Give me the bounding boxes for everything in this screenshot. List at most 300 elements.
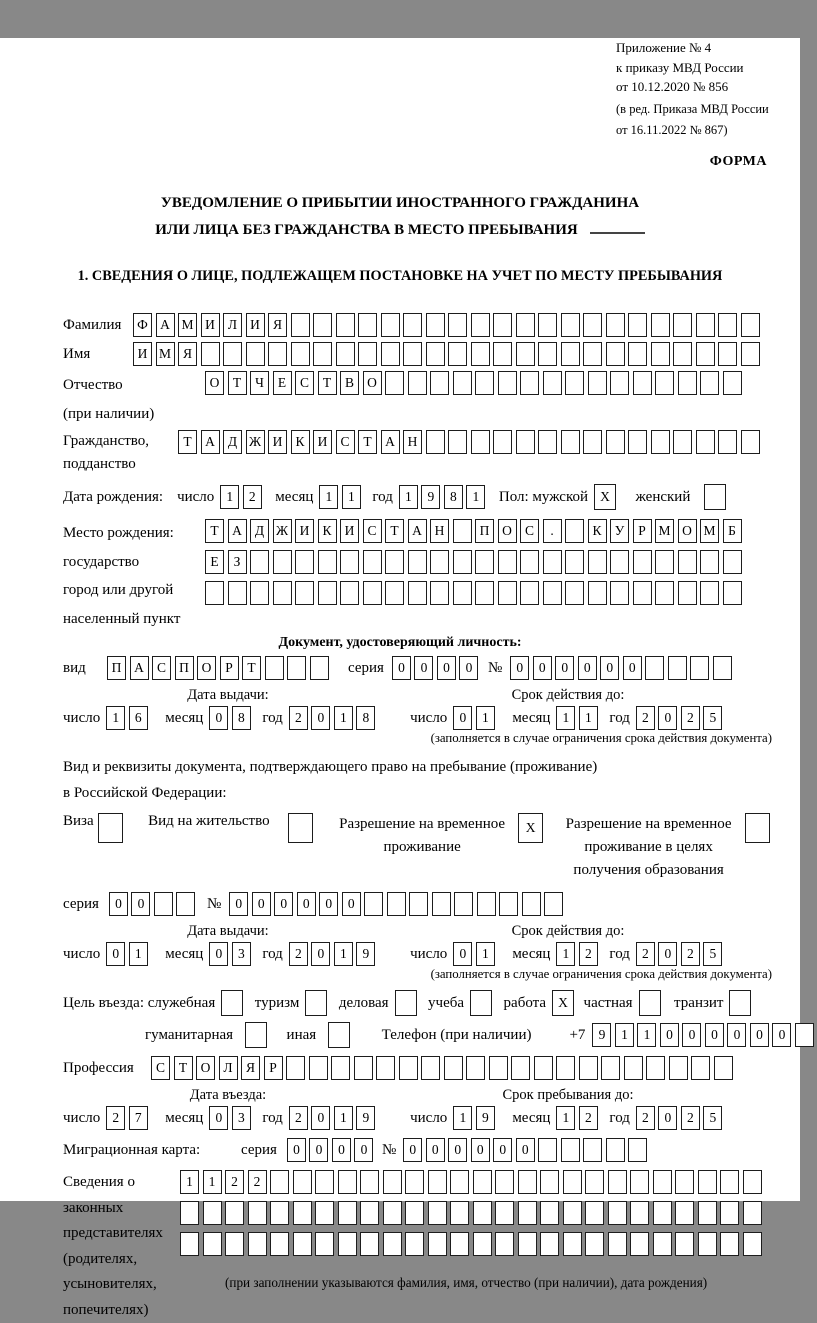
- char-cell[interactable]: 0: [311, 1106, 330, 1130]
- char-cell[interactable]: 1: [466, 485, 485, 509]
- char-cell[interactable]: [610, 581, 629, 605]
- char-cell[interactable]: [518, 1201, 537, 1225]
- char-cell[interactable]: [383, 1170, 402, 1194]
- char-cell[interactable]: [655, 581, 674, 605]
- char-cell[interactable]: [651, 342, 670, 366]
- char-cell[interactable]: А: [381, 430, 400, 454]
- char-cell[interactable]: [624, 1056, 643, 1080]
- char-cell[interactable]: [645, 656, 664, 680]
- char-cell[interactable]: Т: [385, 519, 404, 543]
- char-cell[interactable]: [360, 1232, 379, 1256]
- char-cell[interactable]: 6: [129, 706, 148, 730]
- char-cell[interactable]: [363, 550, 382, 574]
- char-cell[interactable]: Л: [219, 1056, 238, 1080]
- char-cell[interactable]: [720, 1232, 739, 1256]
- char-cell[interactable]: 0: [623, 656, 642, 680]
- char-cell[interactable]: [354, 1056, 373, 1080]
- char-cell[interactable]: [704, 484, 726, 510]
- char-cell[interactable]: [225, 1201, 244, 1225]
- char-cell[interactable]: [720, 1201, 739, 1225]
- char-cell[interactable]: [293, 1201, 312, 1225]
- char-cell[interactable]: 0: [658, 942, 677, 966]
- char-cell[interactable]: 1: [203, 1170, 222, 1194]
- char-cell[interactable]: [475, 581, 494, 605]
- char-cell[interactable]: [714, 1056, 733, 1080]
- char-cell[interactable]: И: [133, 342, 152, 366]
- char-cell[interactable]: [675, 1170, 694, 1194]
- char-cell[interactable]: [448, 342, 467, 366]
- char-cell[interactable]: [448, 313, 467, 337]
- char-cell[interactable]: [743, 1232, 762, 1256]
- char-cell[interactable]: [495, 1201, 514, 1225]
- char-cell[interactable]: [248, 1232, 267, 1256]
- char-cell[interactable]: [310, 656, 329, 680]
- char-cell[interactable]: [565, 581, 584, 605]
- char-cell[interactable]: 8: [356, 706, 375, 730]
- char-cell[interactable]: [563, 1170, 582, 1194]
- char-cell[interactable]: 2: [243, 485, 262, 509]
- char-cell[interactable]: [743, 1170, 762, 1194]
- char-cell[interactable]: [700, 550, 719, 574]
- char-cell[interactable]: [668, 656, 687, 680]
- char-cell[interactable]: 0: [209, 1106, 228, 1130]
- char-cell[interactable]: 1: [399, 485, 418, 509]
- char-cell[interactable]: [180, 1232, 199, 1256]
- char-cell[interactable]: 2: [636, 706, 655, 730]
- char-cell[interactable]: 2: [681, 706, 700, 730]
- char-cell[interactable]: [700, 581, 719, 605]
- char-cell[interactable]: 1: [579, 706, 598, 730]
- char-cell[interactable]: 0: [453, 706, 472, 730]
- char-cell[interactable]: О: [363, 371, 382, 395]
- char-cell[interactable]: [430, 581, 449, 605]
- char-cell[interactable]: [453, 371, 472, 395]
- char-cell[interactable]: М: [700, 519, 719, 543]
- char-cell[interactable]: [633, 581, 652, 605]
- char-cell[interactable]: 1: [180, 1170, 199, 1194]
- char-cell[interactable]: [313, 313, 332, 337]
- char-cell[interactable]: 0: [252, 892, 271, 916]
- char-cell[interactable]: [287, 656, 306, 680]
- char-cell[interactable]: [376, 1056, 395, 1080]
- char-cell[interactable]: 0: [578, 656, 597, 680]
- char-cell[interactable]: [741, 342, 760, 366]
- char-cell[interactable]: [248, 1201, 267, 1225]
- char-cell[interactable]: [338, 1201, 357, 1225]
- char-cell[interactable]: И: [246, 313, 265, 337]
- char-cell[interactable]: [565, 519, 584, 543]
- char-cell[interactable]: 1: [615, 1023, 634, 1047]
- char-cell[interactable]: 2: [248, 1170, 267, 1194]
- char-cell[interactable]: Т: [205, 519, 224, 543]
- char-cell[interactable]: 0: [682, 1023, 701, 1047]
- char-cell[interactable]: [633, 550, 652, 574]
- char-cell[interactable]: [448, 430, 467, 454]
- char-cell[interactable]: 2: [289, 942, 308, 966]
- char-cell[interactable]: [511, 1056, 530, 1080]
- char-cell[interactable]: 0: [705, 1023, 724, 1047]
- char-cell[interactable]: К: [318, 519, 337, 543]
- char-cell[interactable]: [713, 656, 732, 680]
- char-cell[interactable]: [315, 1170, 334, 1194]
- char-cell[interactable]: 0: [471, 1138, 490, 1162]
- char-cell[interactable]: [405, 1232, 424, 1256]
- char-cell[interactable]: [543, 581, 562, 605]
- char-cell[interactable]: [543, 371, 562, 395]
- char-cell[interactable]: 0: [229, 892, 248, 916]
- char-cell[interactable]: [538, 313, 557, 337]
- char-cell[interactable]: [475, 371, 494, 395]
- char-cell[interactable]: [295, 581, 314, 605]
- char-cell[interactable]: 0: [750, 1023, 769, 1047]
- char-cell[interactable]: 0: [437, 656, 456, 680]
- char-cell[interactable]: [444, 1056, 463, 1080]
- char-cell[interactable]: 9: [592, 1023, 611, 1047]
- char-cell[interactable]: [606, 342, 625, 366]
- char-cell[interactable]: [270, 1170, 289, 1194]
- char-cell[interactable]: [426, 313, 445, 337]
- char-cell[interactable]: [273, 581, 292, 605]
- char-cell[interactable]: [565, 371, 584, 395]
- char-cell[interactable]: 5: [703, 1106, 722, 1130]
- char-cell[interactable]: Ж: [273, 519, 292, 543]
- char-cell[interactable]: [473, 1201, 492, 1225]
- char-cell[interactable]: [518, 1232, 537, 1256]
- char-cell[interactable]: Р: [220, 656, 239, 680]
- char-cell[interactable]: [655, 550, 674, 574]
- char-cell[interactable]: [544, 892, 563, 916]
- char-cell[interactable]: [608, 1201, 627, 1225]
- char-cell[interactable]: [228, 581, 247, 605]
- char-cell[interactable]: Д: [250, 519, 269, 543]
- char-cell[interactable]: [588, 581, 607, 605]
- char-cell[interactable]: [498, 550, 517, 574]
- char-cell[interactable]: [520, 371, 539, 395]
- char-cell[interactable]: [698, 1170, 717, 1194]
- char-cell[interactable]: [628, 313, 647, 337]
- char-cell[interactable]: [338, 1170, 357, 1194]
- char-cell[interactable]: 1: [334, 706, 353, 730]
- char-cell[interactable]: 0: [209, 942, 228, 966]
- char-cell[interactable]: М: [156, 342, 175, 366]
- char-cell[interactable]: [588, 371, 607, 395]
- char-cell[interactable]: [205, 581, 224, 605]
- char-cell[interactable]: [450, 1201, 469, 1225]
- char-cell[interactable]: [426, 342, 445, 366]
- char-cell[interactable]: 2: [681, 942, 700, 966]
- char-cell[interactable]: 0: [448, 1138, 467, 1162]
- char-cell[interactable]: [426, 430, 445, 454]
- char-cell[interactable]: О: [678, 519, 697, 543]
- char-cell[interactable]: 0: [209, 706, 228, 730]
- char-cell[interactable]: [364, 892, 383, 916]
- char-cell[interactable]: [588, 550, 607, 574]
- char-cell[interactable]: [340, 581, 359, 605]
- char-cell[interactable]: [606, 313, 625, 337]
- char-cell[interactable]: 0: [453, 942, 472, 966]
- char-cell[interactable]: Н: [403, 430, 422, 454]
- char-cell[interactable]: 0: [414, 656, 433, 680]
- char-cell[interactable]: 0: [297, 892, 316, 916]
- char-cell[interactable]: [245, 1022, 267, 1048]
- char-cell[interactable]: 0: [109, 892, 128, 916]
- char-cell[interactable]: [608, 1170, 627, 1194]
- char-cell[interactable]: 1: [476, 706, 495, 730]
- char-cell[interactable]: [610, 371, 629, 395]
- char-cell[interactable]: С: [520, 519, 539, 543]
- char-cell[interactable]: [493, 430, 512, 454]
- char-cell[interactable]: [700, 371, 719, 395]
- char-cell[interactable]: [516, 342, 535, 366]
- char-cell[interactable]: [328, 1022, 350, 1048]
- char-cell[interactable]: Б: [723, 519, 742, 543]
- char-cell[interactable]: 0: [319, 892, 338, 916]
- char-cell[interactable]: [313, 342, 332, 366]
- char-cell[interactable]: П: [475, 519, 494, 543]
- char-cell[interactable]: П: [175, 656, 194, 680]
- char-cell[interactable]: 9: [476, 1106, 495, 1130]
- char-cell[interactable]: [653, 1170, 672, 1194]
- char-cell[interactable]: 0: [274, 892, 293, 916]
- char-cell[interactable]: 0: [311, 942, 330, 966]
- char-cell[interactable]: [720, 1170, 739, 1194]
- char-cell[interactable]: [516, 430, 535, 454]
- char-cell[interactable]: [270, 1201, 289, 1225]
- char-cell[interactable]: [270, 1232, 289, 1256]
- char-cell[interactable]: [385, 371, 404, 395]
- char-cell[interactable]: [315, 1232, 334, 1256]
- char-cell[interactable]: [291, 313, 310, 337]
- char-cell[interactable]: [453, 581, 472, 605]
- char-cell[interactable]: С: [336, 430, 355, 454]
- char-cell[interactable]: [608, 1232, 627, 1256]
- char-cell[interactable]: [723, 550, 742, 574]
- char-cell[interactable]: [221, 990, 243, 1016]
- char-cell[interactable]: [518, 1170, 537, 1194]
- char-cell[interactable]: 5: [703, 706, 722, 730]
- char-cell[interactable]: У: [610, 519, 629, 543]
- char-cell[interactable]: [653, 1201, 672, 1225]
- char-cell[interactable]: 1: [556, 942, 575, 966]
- char-cell[interactable]: [408, 371, 427, 395]
- char-cell[interactable]: [340, 550, 359, 574]
- char-cell[interactable]: И: [295, 519, 314, 543]
- char-cell[interactable]: С: [295, 371, 314, 395]
- char-cell[interactable]: [309, 1056, 328, 1080]
- char-cell[interactable]: 0: [516, 1138, 535, 1162]
- char-cell[interactable]: [698, 1201, 717, 1225]
- char-cell[interactable]: [403, 313, 422, 337]
- char-cell[interactable]: [176, 892, 195, 916]
- char-cell[interactable]: [696, 430, 715, 454]
- char-cell[interactable]: 2: [289, 706, 308, 730]
- char-cell[interactable]: Ч: [250, 371, 269, 395]
- char-cell[interactable]: [408, 581, 427, 605]
- char-cell[interactable]: 1: [453, 1106, 472, 1130]
- char-cell[interactable]: А: [228, 519, 247, 543]
- char-cell[interactable]: [338, 1232, 357, 1256]
- char-cell[interactable]: [203, 1232, 222, 1256]
- char-cell[interactable]: З: [228, 550, 247, 574]
- char-cell[interactable]: [646, 1056, 665, 1080]
- char-cell[interactable]: [291, 342, 310, 366]
- char-cell[interactable]: И: [340, 519, 359, 543]
- char-cell[interactable]: Т: [358, 430, 377, 454]
- char-cell[interactable]: [538, 1138, 557, 1162]
- char-cell[interactable]: [403, 342, 422, 366]
- char-cell[interactable]: А: [156, 313, 175, 337]
- char-cell[interactable]: 0: [131, 892, 150, 916]
- char-cell[interactable]: [563, 1232, 582, 1256]
- char-cell[interactable]: [399, 1056, 418, 1080]
- char-cell[interactable]: [336, 313, 355, 337]
- char-cell[interactable]: [499, 892, 518, 916]
- char-cell[interactable]: [295, 550, 314, 574]
- char-cell[interactable]: [265, 656, 284, 680]
- char-cell[interactable]: Д: [223, 430, 242, 454]
- char-cell[interactable]: [669, 1056, 688, 1080]
- char-cell[interactable]: [583, 1138, 602, 1162]
- char-cell[interactable]: 2: [579, 1106, 598, 1130]
- char-cell[interactable]: [628, 342, 647, 366]
- char-cell[interactable]: [428, 1170, 447, 1194]
- char-cell[interactable]: Р: [633, 519, 652, 543]
- char-cell[interactable]: 7: [129, 1106, 148, 1130]
- char-cell[interactable]: [305, 990, 327, 1016]
- char-cell[interactable]: 1: [129, 942, 148, 966]
- char-cell[interactable]: О: [196, 1056, 215, 1080]
- char-cell[interactable]: [385, 581, 404, 605]
- char-cell[interactable]: [561, 430, 580, 454]
- char-cell[interactable]: [387, 892, 406, 916]
- char-cell[interactable]: [795, 1023, 814, 1047]
- char-cell[interactable]: [293, 1232, 312, 1256]
- char-cell[interactable]: 2: [579, 942, 598, 966]
- char-cell[interactable]: 0: [727, 1023, 746, 1047]
- char-cell[interactable]: [268, 342, 287, 366]
- char-cell[interactable]: [585, 1170, 604, 1194]
- char-cell[interactable]: [696, 313, 715, 337]
- char-cell[interactable]: [538, 430, 557, 454]
- char-cell[interactable]: 1: [319, 485, 338, 509]
- char-cell[interactable]: К: [291, 430, 310, 454]
- char-cell[interactable]: [556, 1056, 575, 1080]
- char-cell[interactable]: [540, 1201, 559, 1225]
- char-cell[interactable]: М: [178, 313, 197, 337]
- char-cell[interactable]: 5: [703, 942, 722, 966]
- char-cell[interactable]: 2: [636, 1106, 655, 1130]
- char-cell[interactable]: [336, 342, 355, 366]
- char-cell[interactable]: [395, 990, 417, 1016]
- char-cell[interactable]: 0: [311, 706, 330, 730]
- char-cell[interactable]: 1: [556, 1106, 575, 1130]
- char-cell[interactable]: М: [655, 519, 674, 543]
- char-cell[interactable]: [363, 581, 382, 605]
- char-cell[interactable]: [421, 1056, 440, 1080]
- char-cell[interactable]: [543, 550, 562, 574]
- char-cell[interactable]: [583, 430, 602, 454]
- char-cell[interactable]: 8: [232, 706, 251, 730]
- char-cell[interactable]: [639, 990, 661, 1016]
- char-cell[interactable]: Т: [174, 1056, 193, 1080]
- char-cell[interactable]: [691, 1056, 710, 1080]
- char-cell[interactable]: [678, 581, 697, 605]
- char-cell[interactable]: 0: [354, 1138, 373, 1162]
- char-cell[interactable]: Ф: [133, 313, 152, 337]
- char-cell[interactable]: [498, 581, 517, 605]
- char-cell[interactable]: [673, 430, 692, 454]
- char-cell[interactable]: [409, 892, 428, 916]
- char-cell[interactable]: 0: [106, 942, 125, 966]
- char-cell[interactable]: 3: [232, 942, 251, 966]
- char-cell[interactable]: 0: [332, 1138, 351, 1162]
- char-cell[interactable]: X: [552, 990, 574, 1016]
- char-cell[interactable]: [579, 1056, 598, 1080]
- char-cell[interactable]: [723, 581, 742, 605]
- char-cell[interactable]: [493, 313, 512, 337]
- char-cell[interactable]: И: [268, 430, 287, 454]
- char-cell[interactable]: [318, 581, 337, 605]
- char-cell[interactable]: С: [363, 519, 382, 543]
- char-cell[interactable]: [180, 1201, 199, 1225]
- char-cell[interactable]: [743, 1201, 762, 1225]
- char-cell[interactable]: [201, 342, 220, 366]
- char-cell[interactable]: 0: [772, 1023, 791, 1047]
- char-cell[interactable]: [630, 1201, 649, 1225]
- char-cell[interactable]: X: [518, 813, 543, 843]
- char-cell[interactable]: [250, 581, 269, 605]
- char-cell[interactable]: О: [197, 656, 216, 680]
- char-cell[interactable]: [360, 1201, 379, 1225]
- char-cell[interactable]: [405, 1170, 424, 1194]
- char-cell[interactable]: 0: [555, 656, 574, 680]
- char-cell[interactable]: 0: [309, 1138, 328, 1162]
- char-cell[interactable]: [360, 1170, 379, 1194]
- char-cell[interactable]: [520, 581, 539, 605]
- char-cell[interactable]: 0: [510, 656, 529, 680]
- char-cell[interactable]: [718, 342, 737, 366]
- char-cell[interactable]: [718, 430, 737, 454]
- char-cell[interactable]: [432, 892, 451, 916]
- char-cell[interactable]: [453, 519, 472, 543]
- char-cell[interactable]: 0: [403, 1138, 422, 1162]
- char-cell[interactable]: [601, 1056, 620, 1080]
- char-cell[interactable]: 2: [225, 1170, 244, 1194]
- char-cell[interactable]: 9: [421, 485, 440, 509]
- char-cell[interactable]: Я: [178, 342, 197, 366]
- char-cell[interactable]: 3: [232, 1106, 251, 1130]
- char-cell[interactable]: [583, 342, 602, 366]
- char-cell[interactable]: [225, 1232, 244, 1256]
- char-cell[interactable]: [293, 1170, 312, 1194]
- char-cell[interactable]: [633, 371, 652, 395]
- char-cell[interactable]: [489, 1056, 508, 1080]
- char-cell[interactable]: [606, 1138, 625, 1162]
- char-cell[interactable]: [610, 550, 629, 574]
- char-cell[interactable]: [534, 1056, 553, 1080]
- char-cell[interactable]: 0: [658, 1106, 677, 1130]
- char-cell[interactable]: 2: [289, 1106, 308, 1130]
- char-cell[interactable]: [698, 1232, 717, 1256]
- char-cell[interactable]: И: [201, 313, 220, 337]
- char-cell[interactable]: [583, 313, 602, 337]
- char-cell[interactable]: [428, 1232, 447, 1256]
- char-cell[interactable]: [585, 1201, 604, 1225]
- char-cell[interactable]: [516, 313, 535, 337]
- char-cell[interactable]: Е: [205, 550, 224, 574]
- char-cell[interactable]: [98, 813, 123, 843]
- char-cell[interactable]: К: [588, 519, 607, 543]
